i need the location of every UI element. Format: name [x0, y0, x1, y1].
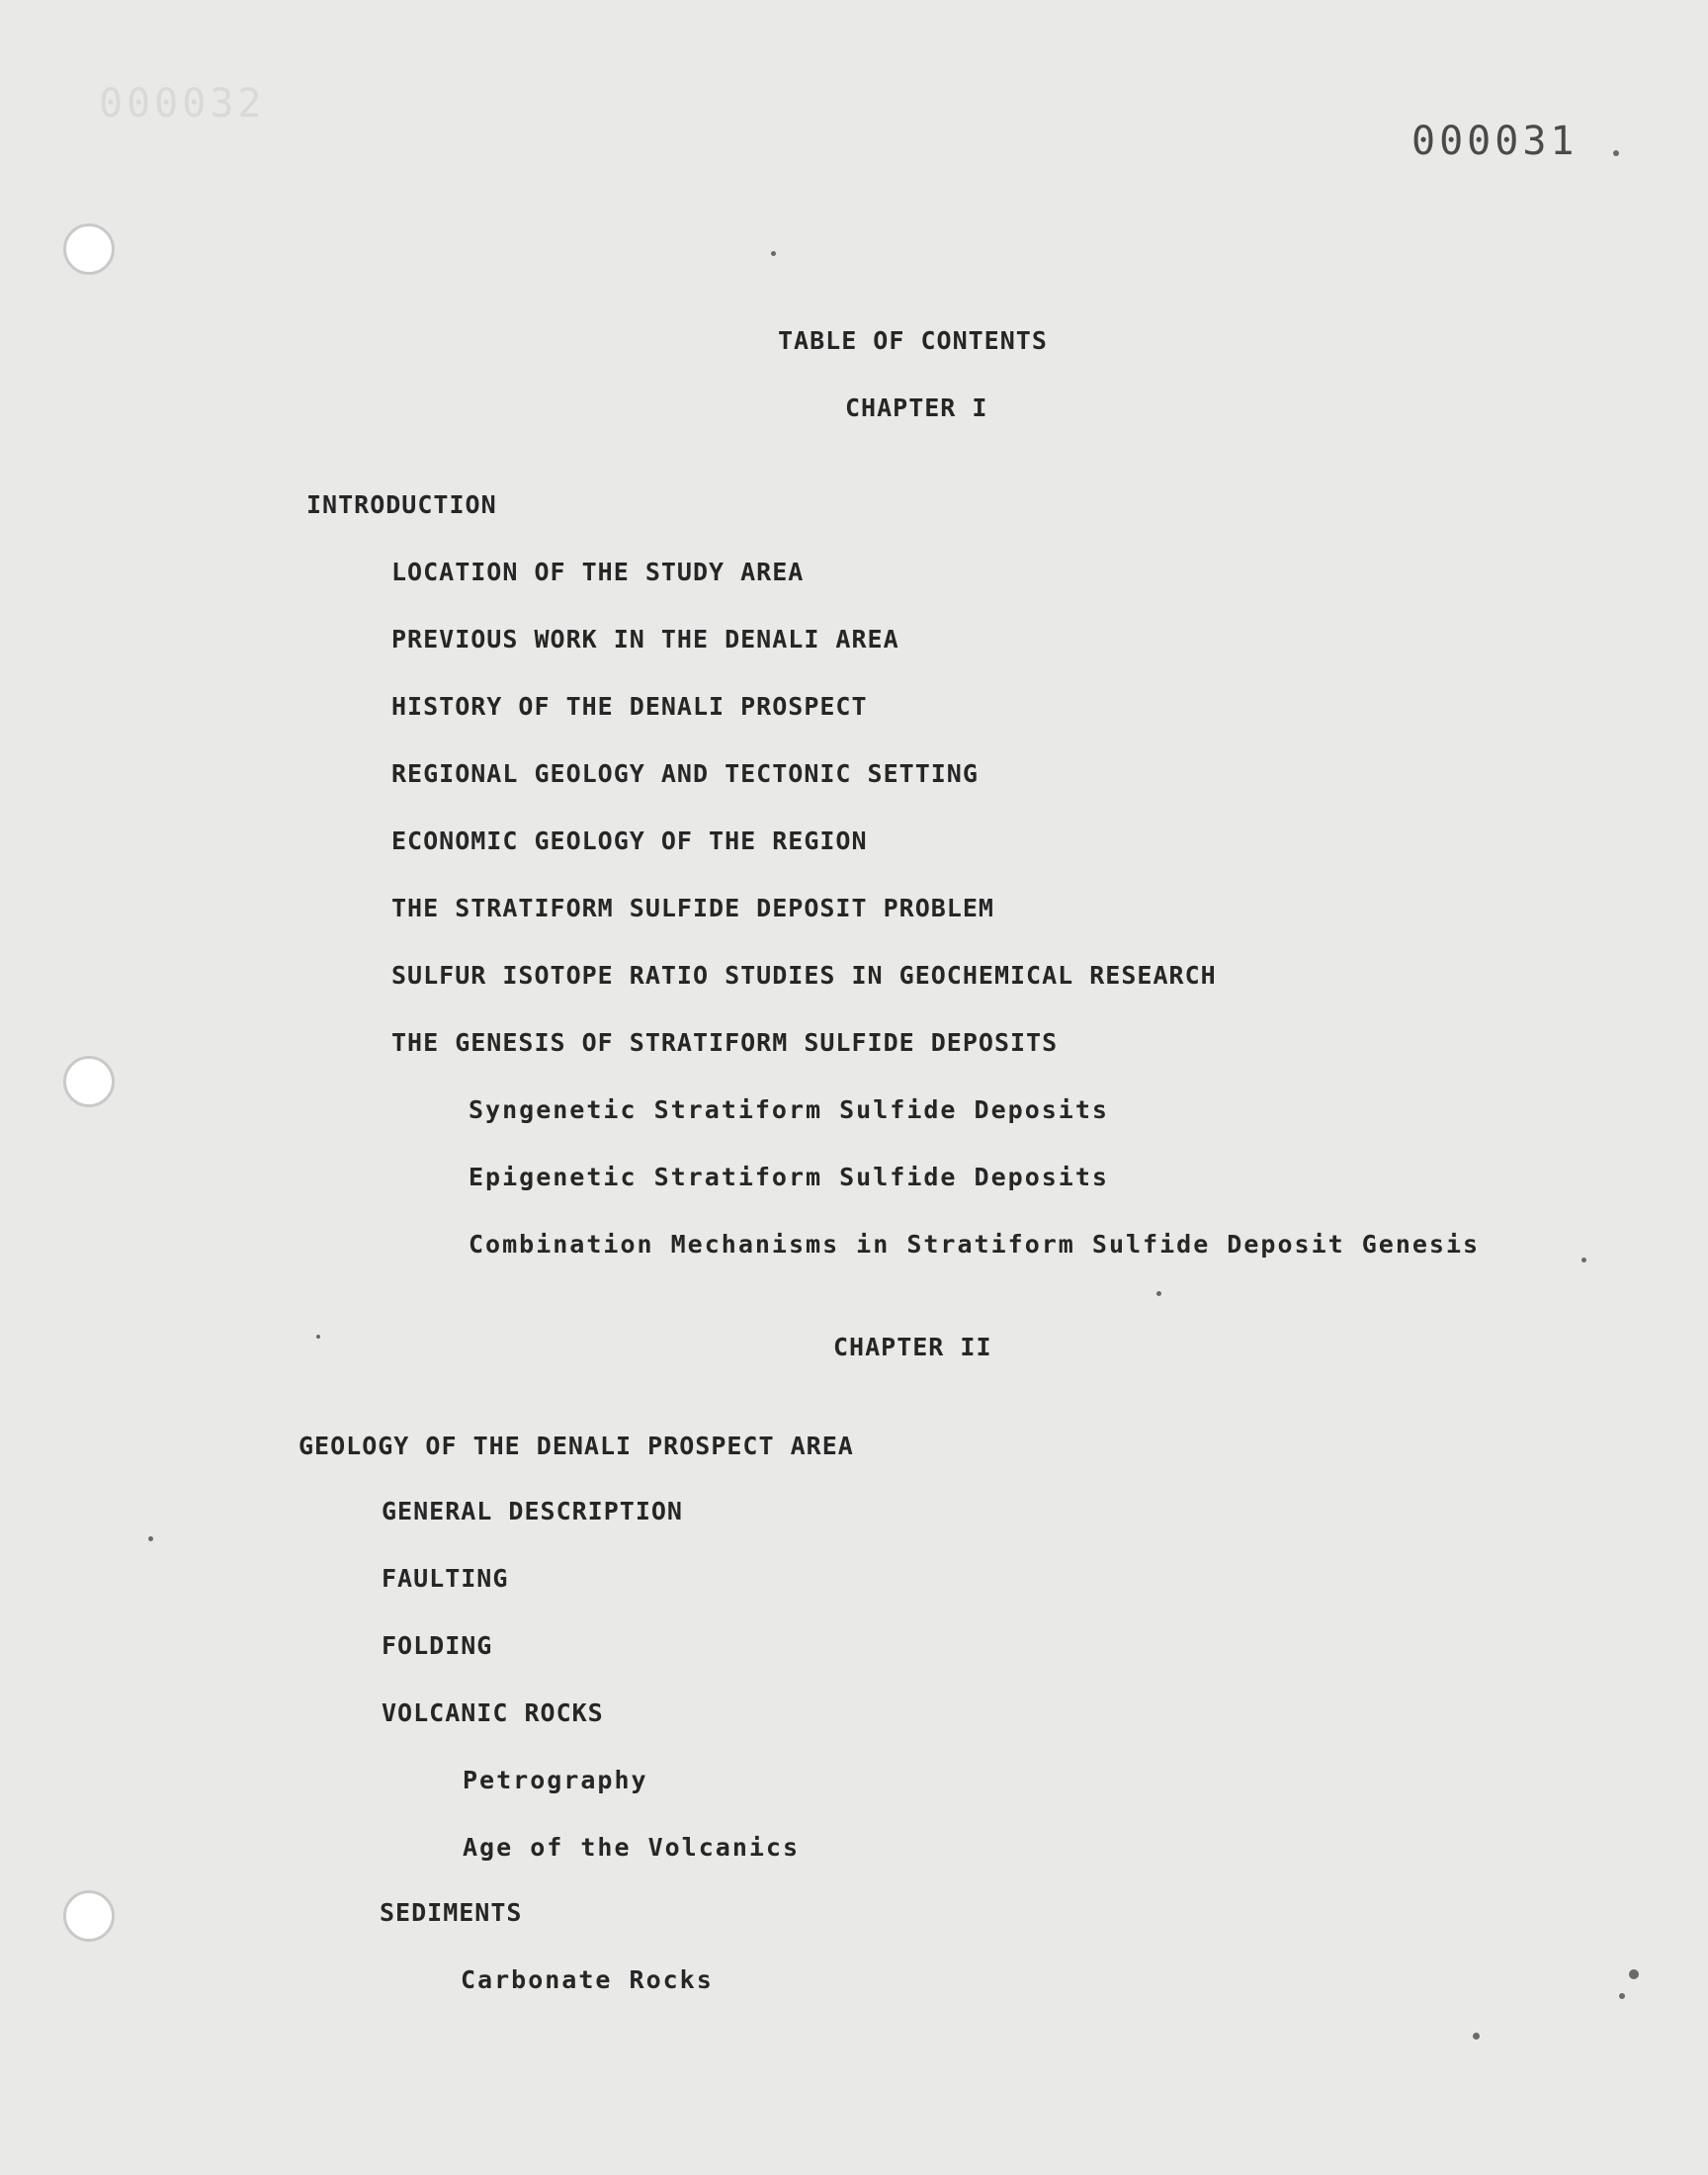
toc-subentry: Epigenetic Stratiform Sulfide Deposits — [469, 1163, 1109, 1191]
scan-speck — [1619, 1993, 1625, 1999]
toc-section-geology: GEOLOGY OF THE DENALI PROSPECT AREA — [299, 1432, 854, 1460]
scan-speck — [1581, 1258, 1586, 1262]
toc-entry: LOCATION OF THE STUDY AREA — [391, 558, 805, 586]
page-number: 000031 — [1411, 119, 1579, 164]
toc-subentry: Syngenetic Stratiform Sulfide Deposits — [469, 1095, 1109, 1124]
toc-subentry: Age of the Volcanics — [463, 1833, 801, 1862]
toc-subentry: Combination Mechanisms in Stratiform Sulfide Deposit Genesis — [469, 1230, 1481, 1259]
toc-subentry: Carbonate Rocks — [461, 1965, 714, 1994]
toc-entry: ECONOMIC GEOLOGY OF THE REGION — [391, 826, 868, 855]
toc-entry: HISTORY OF THE DENALI PROSPECT — [391, 692, 868, 721]
scan-speck — [1629, 1969, 1639, 1979]
scan-speck — [148, 1536, 153, 1541]
scan-speck — [1156, 1291, 1161, 1296]
toc-entry: PREVIOUS WORK IN THE DENALI AREA — [391, 625, 899, 653]
toc-title: TABLE OF CONTENTS — [778, 326, 1048, 355]
toc-entry: REGIONAL GEOLOGY AND TECTONIC SETTING — [391, 759, 979, 788]
toc-section-introduction: INTRODUCTION — [306, 490, 497, 519]
scan-speck — [316, 1335, 320, 1339]
toc-entry-sediments: SEDIMENTS — [380, 1898, 523, 1927]
chapter-2-heading: CHAPTER II — [833, 1333, 992, 1361]
chapter-1-heading: CHAPTER I — [845, 393, 988, 422]
scan-speck — [1613, 150, 1619, 156]
toc-entry: FAULTING — [382, 1564, 509, 1593]
scan-speck — [771, 251, 776, 256]
toc-entry: GENERAL DESCRIPTION — [382, 1497, 683, 1525]
faint-page-number: 000032 — [99, 81, 266, 127]
punch-hole-middle — [63, 1056, 115, 1107]
toc-subentry: Petrography — [463, 1766, 648, 1794]
toc-entry: SULFUR ISOTOPE RATIO STUDIES IN GEOCHEMICAL RESEARCH — [391, 961, 1217, 990]
punch-hole-bottom — [63, 1890, 115, 1942]
scan-speck — [1473, 2033, 1480, 2040]
toc-entry: THE STRATIFORM SULFIDE DEPOSIT PROBLEM — [391, 894, 994, 922]
toc-entry: VOLCANIC ROCKS — [382, 1698, 604, 1727]
toc-entry: THE GENESIS OF STRATIFORM SULFIDE DEPOSITS — [391, 1028, 1059, 1057]
punch-hole-top — [63, 223, 115, 275]
toc-entry: FOLDING — [382, 1631, 493, 1660]
